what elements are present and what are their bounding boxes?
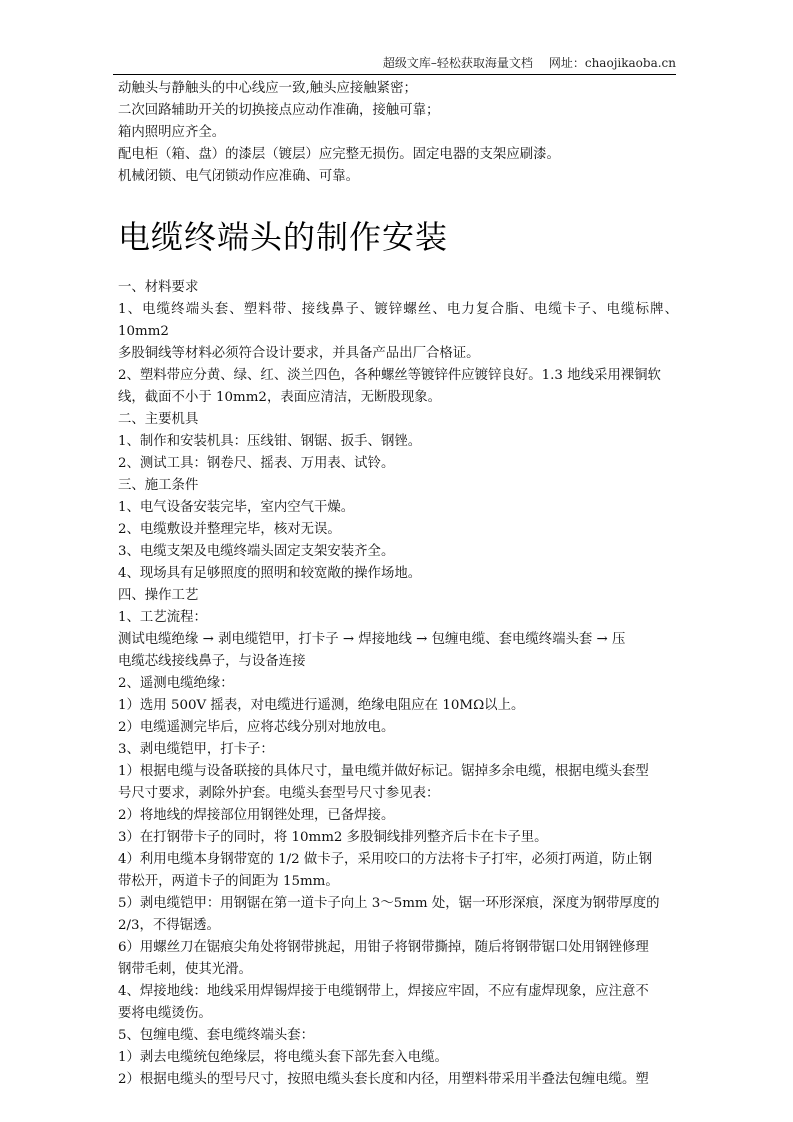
text-line: 2、电缆敷设并整理完毕，核对无误。 bbox=[118, 522, 341, 537]
document-title: 电缆终端头的制作安装 bbox=[118, 218, 449, 256]
text-line: 带松开，两道卡子的间距为 15mm。 bbox=[118, 874, 339, 889]
text-line: 2、遥测电缆绝缘： bbox=[118, 676, 234, 691]
text-line: 4）利用电缆本身钢带宽的 1/2 做卡子，采用咬口的方法将卡子打牢，必须打两道，防止钢 bbox=[118, 852, 653, 867]
text-line: 电缆芯线接线鼻子，与设备连接 bbox=[118, 654, 306, 669]
text-line: 2）电缆遥测完毕后，应将芯线分别对地放电。 bbox=[118, 720, 395, 735]
header-library-name: 超级文库–轻松获取海量文档 bbox=[382, 56, 533, 70]
text-line: 4、焊接地线：地线采用焊锡焊接于电缆钢带上，焊接应牢固，不应有虚焊现象，应注意不 bbox=[118, 984, 649, 999]
text-line: 1、电缆终端头套、塑料带、接线鼻子、镀锌螺丝、电力复合脂、电缆卡子、电缆标牌、10mm2 bbox=[118, 302, 678, 339]
header-site-url: 网址：chaojikaoba.cn bbox=[548, 56, 676, 70]
text-line: 2）根据电缆头的型号尺寸，按照电缆头套长度和内径，用塑料带采用半叠法包缠电缆。塑 bbox=[118, 1072, 649, 1087]
text-line: 1）选用 500V 摇表，对电缆进行遥测，绝缘电阻应在 10MΩ以上。 bbox=[118, 698, 525, 713]
text-line: 2、测试工具：钢卷尺、摇表、万用表、试铃。 bbox=[118, 456, 395, 471]
text-line: 二、主要机具 bbox=[118, 412, 199, 427]
text-line: 三、施工条件 bbox=[118, 478, 199, 493]
text-line: 多股铜线等材料必须符合设计要求，并具备产品出厂合格证。 bbox=[118, 346, 480, 361]
text-line: 钢带毛刺，使其光滑。 bbox=[118, 962, 252, 977]
text-line: 一、材料要求 bbox=[118, 280, 199, 295]
text-line: 配电柜（箱、盘）的漆层（镀层）应完整无损伤。固定电器的支架应刷漆。 bbox=[118, 147, 560, 162]
text-line: 2）将地线的焊接部位用钢锉处理，已备焊接。 bbox=[118, 808, 395, 823]
text-line: 3、电缆支架及电缆终端头固定支架安装齐全。 bbox=[118, 544, 395, 559]
text-line: 四、操作工艺 bbox=[118, 588, 199, 603]
text-line: 测试电缆绝缘 → 剥电缆铠甲，打卡子 → 焊接地线 → 包缠电缆、套电缆终端头套 → 压 bbox=[118, 632, 626, 647]
text-line: 1、电气设备安装完毕，室内空气干燥。 bbox=[118, 500, 355, 515]
text-line: 1）剥去电缆统包绝缘层，将电缆头套下部先套入电缆。 bbox=[118, 1050, 448, 1065]
text-line: 2、塑料带应分黄、绿、红、淡兰四色，各种螺丝等镀锌件应镀锌良好。1.3 地线采用裸铜软 bbox=[118, 368, 661, 383]
text-line: 3、剥电缆铠甲，打卡子： bbox=[118, 742, 274, 757]
text-line: 3）在打钢带卡子的同时，将 10mm2 多股铜线排列整齐后卡在卡子里。 bbox=[118, 830, 548, 845]
text-line: 动触头与静触头的中心线应一致,触头应接触紧密； bbox=[118, 81, 417, 96]
text-line: 2/3，不得锯透。 bbox=[118, 918, 220, 933]
intro-text bbox=[118, 78, 678, 188]
text-line: 号尺寸要求，剥除外护套。电缆头套型号尺寸参见表： bbox=[118, 786, 440, 801]
text-line: 6）用螺丝刀在锯痕尖角处将钢带挑起，用钳子将钢带撕掉，随后将钢带锯口处用钢锉修理 bbox=[118, 940, 649, 955]
text-line: 箱内照明应齐全。 bbox=[118, 125, 226, 140]
text-line: 4、现场具有足够照度的照明和较宽敞的操作场地。 bbox=[118, 566, 422, 581]
text-line: 5）剥电缆铠甲：用钢锯在第一道卡子向上 3～5mm 处，锯一环形深痕，深度为钢带厚度的 bbox=[118, 896, 660, 911]
text-line: 线，截面不小于 10mm2，表面应清洁，无断股现象。 bbox=[118, 390, 442, 405]
text-line: 要将电缆烫伤。 bbox=[118, 1006, 212, 1021]
text-line: 1）根据电缆与设备联接的具体尺寸，量电缆并做好标记。锯掉多余电缆，根据电缆头套型 bbox=[118, 764, 649, 779]
page-header bbox=[113, 54, 676, 75]
text-line: 机械闭锁、电气闭锁动作应准确、可靠。 bbox=[118, 169, 360, 184]
text-line: 1、制作和安装机具：压线钳、钢锯、扳手、钢锉。 bbox=[118, 434, 422, 449]
text-line: 1、工艺流程： bbox=[118, 610, 207, 625]
document-body bbox=[118, 277, 678, 1091]
text-line: 5、包缠电缆、套电缆终端头套： bbox=[118, 1028, 314, 1043]
text-line: 二次回路辅助开关的切换接点应动作准确，接触可靠； bbox=[118, 103, 440, 118]
